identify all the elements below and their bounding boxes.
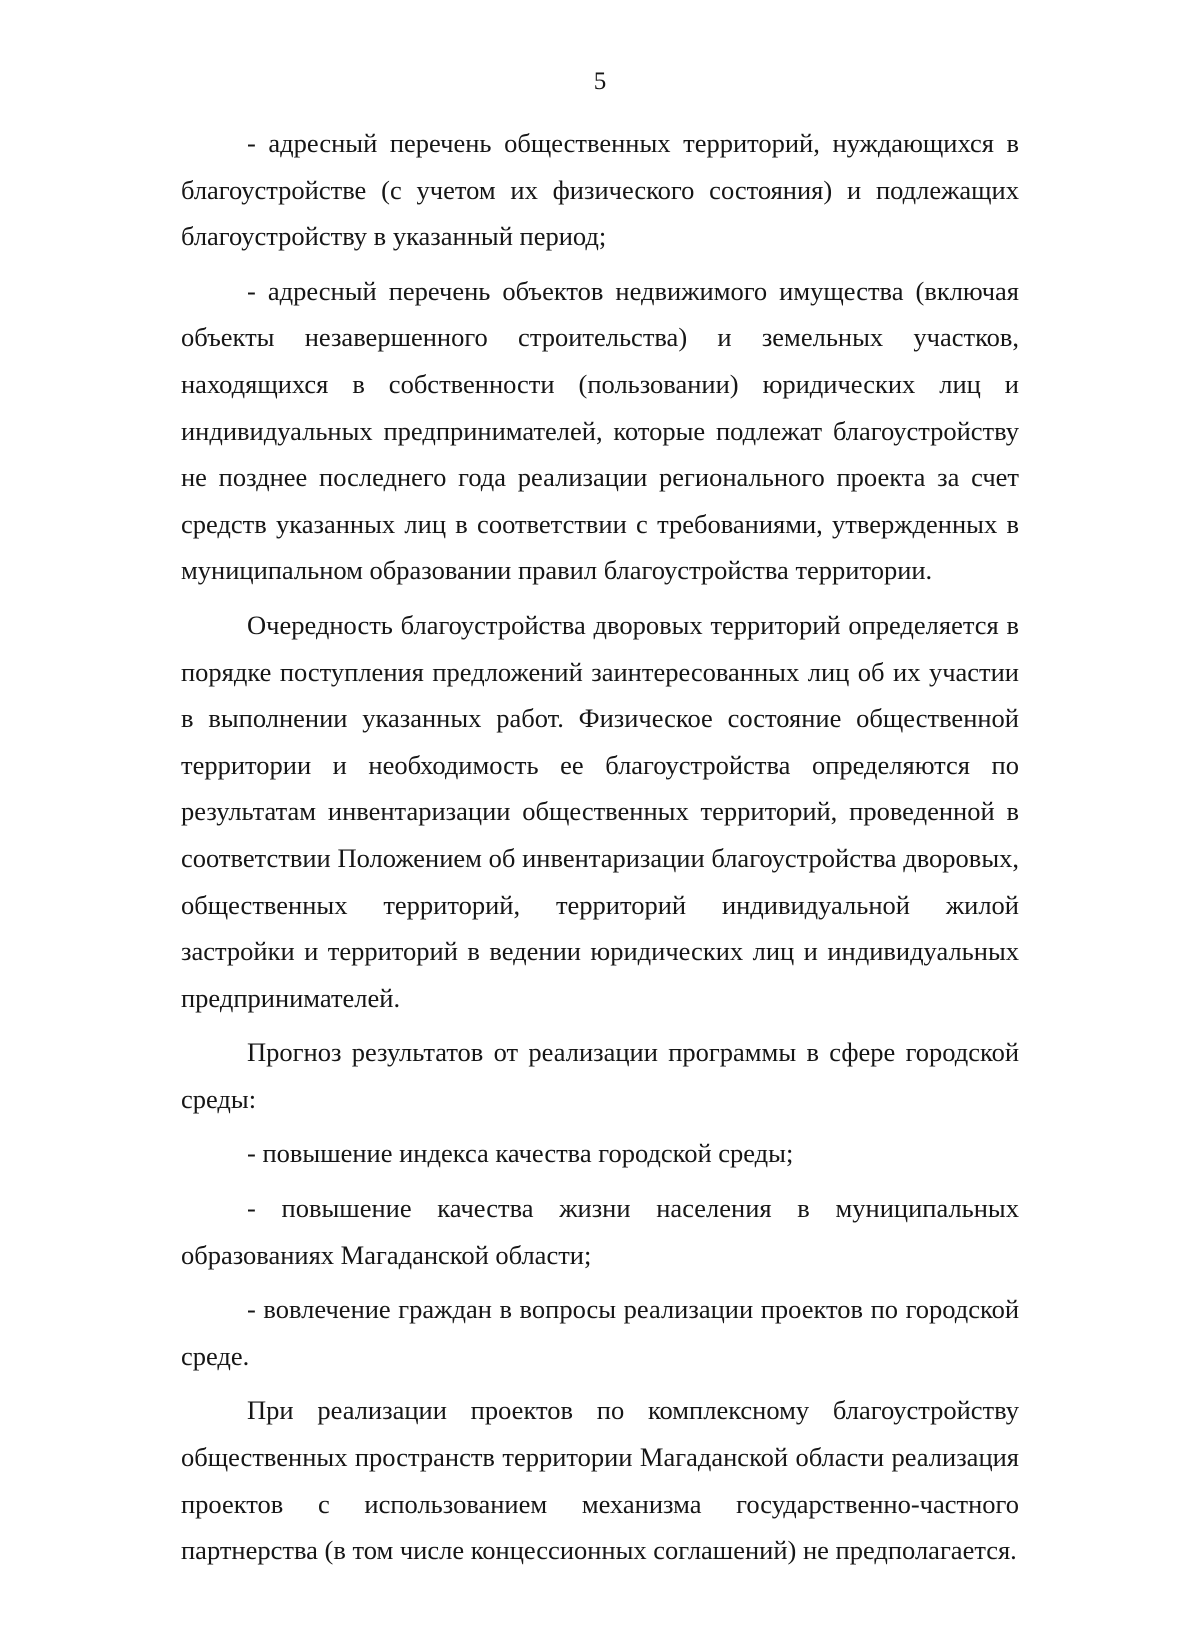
paragraph-improvement-order: Очередность благоустройства дворовых территорий определяется в порядке поступления предложений заинтересованных лиц об их участии в выполнении указанных работ. Физическое состояние общественной территории и необходимость ее благоустройства определяются по результатам инвентаризации общественных территорий, проведенной в соответствии Положением об инвентаризации благоустройства дворовых, общественных территорий, территорий индивидуальной жилой застройки и территорий в ведении юридических лиц и индивидуальных предпринимателей. bbox=[181, 609, 1019, 1013]
paragraph-forecast-intro: Прогноз результатов от реализации программы в сфере городской среды: bbox=[181, 1037, 1019, 1114]
paragraph-forecast-item-1: - повышение индекса качества городской среды; bbox=[247, 1138, 794, 1169]
paragraph-public-territories-list: - адресный перечень общественных территорий, нуждающихся в благоустройстве (с учетом их физического состояния) и подлежащих благоустройству в указанный период; bbox=[181, 128, 1019, 252]
paragraph-forecast-item-2: - повышение качества жизни населения в муниципальных образованиях Магаданской области; bbox=[181, 1193, 1019, 1270]
paragraph-ppp-statement: При реализации проектов по комплексному благоустройству общественных пространств территории Магаданской области реализация проектов с использованием механизма государственно-частного партнерства (в том числе концессионных соглашений) не предполагается. bbox=[181, 1395, 1019, 1566]
page-number: 5 bbox=[593, 68, 607, 95]
paragraph-real-estate-list: - адресный перечень объектов недвижимого имущества (включая объекты незавершенного строительства) и земельных участков, находящихся в собственности (пользовании) юридических лиц и индивидуальных предпринимателей, которые подлежат благоустройству не позднее последнего года реализации регионального проекта за счет средств указанных лиц в соответствии с требованиями, утвержденных в муниципальном образовании правил благоустройства территории. bbox=[181, 275, 1019, 586]
paragraph-forecast-item-3: - вовлечение граждан в вопросы реализации проектов по городской среде. bbox=[181, 1294, 1019, 1371]
document-body bbox=[181, 120, 1019, 1582]
